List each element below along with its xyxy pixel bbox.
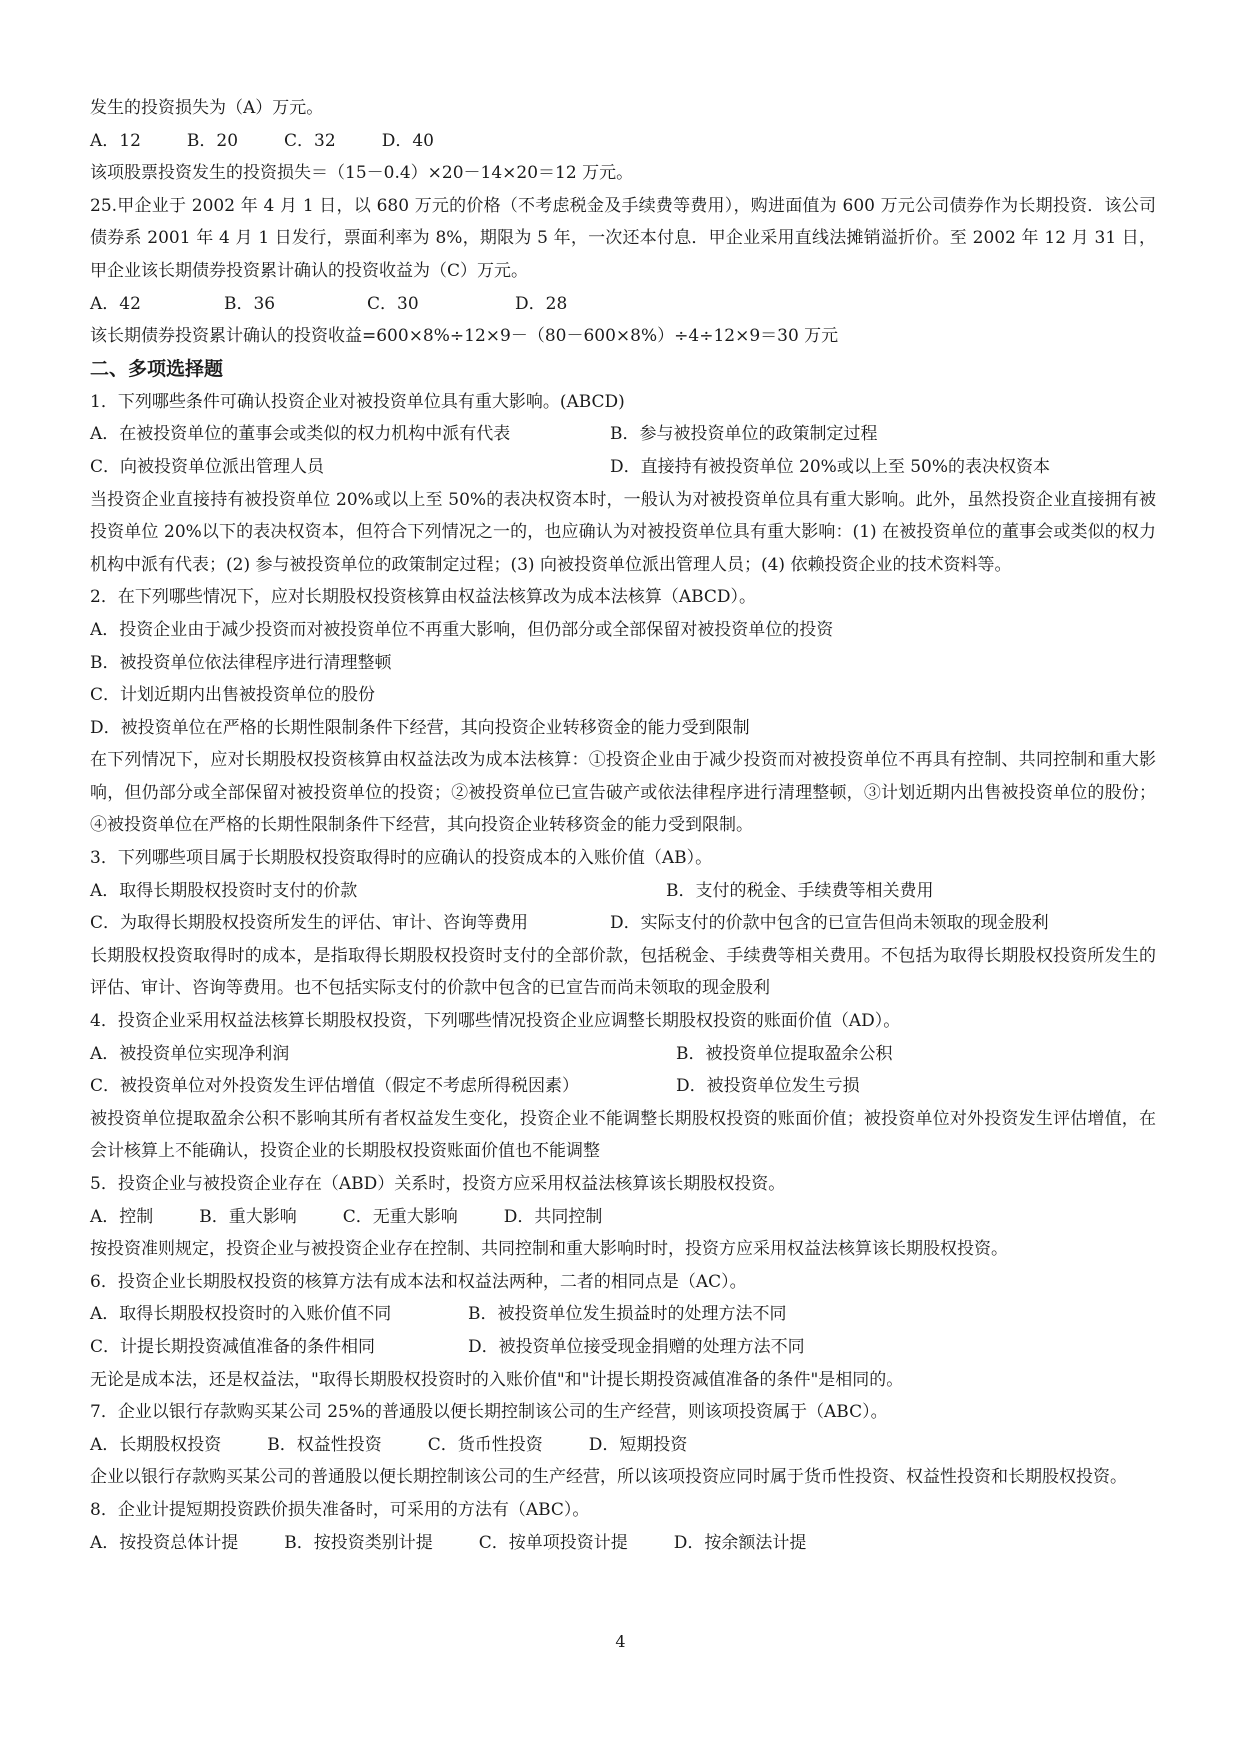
options-row — [90, 1429, 1156, 1462]
option: B．按投资类别计提 — [284, 1532, 433, 1553]
option: C．32 — [284, 130, 336, 151]
option: B．被投资单位发生损益时的处理方法不同 — [468, 1304, 787, 1325]
option: B．20 — [186, 130, 239, 151]
option: D．28 — [515, 293, 568, 314]
option: D．被投资单位发生亏损 — [676, 1076, 860, 1097]
option: A．控制 — [90, 1206, 154, 1227]
option: C．30 — [367, 293, 419, 314]
options-row — [90, 1527, 1156, 1560]
question-stem: 6．投资企业长期股权投资的核算方法有成本法和权益法两种，二者的相同点是（AC）。 — [90, 1271, 747, 1292]
option: B．支付的税金、手续费等相关费用 — [666, 880, 934, 901]
option: C．按单项投资计提 — [478, 1532, 628, 1553]
option: C．被投资单位对外投资发生评估增值（假定不考虑所得税因素） — [90, 1076, 580, 1097]
answer-explanation: 在下列情况下，应对长期股权投资核算由权益法改为成本法核算：①投资企业由于减少投资而对被投资单位不再具有控制、共同控制和重大影响，但仍部分或全部保留对被投资单位的投资；②被投资单位已宣告破产或依法律程序进行清理整顿，③计划近期内出售被投资单位的股份；④被投资单位在严格的长期性限制条件下经营，其向投资企业转移资金的能力受到限制。 — [90, 750, 1156, 836]
option: D．直接持有被投资单位 20%或以上至 50%的表决权资本 — [610, 456, 1051, 477]
options-row — [90, 1201, 1156, 1234]
option: C．无重大影响 — [342, 1206, 458, 1227]
answer-explanation: 该长期债券投资累计确认的投资收益=600×8%÷12×9－（80－600×8%）÷4÷12×9＝30 万元 — [90, 326, 839, 347]
option: D．按余额法计提 — [673, 1532, 807, 1553]
answer-explanation: 按投资准则规定，投资企业与被投资企业存在控制、共同控制和重大影响时时，投资方应采用权益法核算该长期股权投资。 — [90, 1239, 1008, 1260]
question-stem: 8．企业计提短期投资跌价损失准备时，可采用的方法有（ABC）。 — [90, 1499, 590, 1520]
page-number: 4 — [615, 1632, 626, 1651]
option: D．短期投资 — [588, 1434, 688, 1455]
options-row — [90, 418, 1156, 451]
q25-options — [90, 288, 1156, 321]
option: A．被投资单位实现净利润 — [90, 1043, 290, 1064]
options-row — [90, 1038, 1156, 1071]
option: C．货币性投资 — [427, 1434, 543, 1455]
answer-explanation: 被投资单位提取盈余公积不影响其所有者权益发生变化，投资企业不能调整长期股权投资的账面价值；被投资单位对外投资发生评估增值，在会计核算上不能确认，投资企业的长期股权投资账面价值也不能调整 — [90, 1108, 1156, 1162]
text-line: 发生的投资损失为（A）万元。 — [90, 98, 324, 118]
options-row — [90, 1298, 1156, 1331]
option: D．共同控制 — [503, 1206, 603, 1227]
option: B．被投资单位依法律程序进行清理整顿 — [90, 652, 392, 673]
answer-explanation: 长期股权投资取得时的成本，是指取得长期股权投资时支付的全部价款，包括税金、手续费等相关费用。不包括为取得长期股权投资所发生的评估、审计、咨询等费用。也不包括实际支付的价款中包含的已宣告而尚未领取的现金股利 — [90, 945, 1156, 999]
options-row — [90, 875, 1156, 908]
option: A．投资企业由于减少投资而对被投资单位不再重大影响，但仍部分或全部保留对被投资单位的投资 — [90, 619, 834, 640]
option: A．在被投资单位的董事会或类似的权力机构中派有代表 — [90, 424, 511, 445]
option: C．为取得长期股权投资所发生的评估、审计、咨询等费用 — [90, 913, 529, 934]
options-row — [90, 1070, 1156, 1103]
option: A．取得长期股权投资时支付的价款 — [90, 880, 358, 901]
option: D．被投资单位接受现金捐赠的处理方法不同 — [468, 1336, 805, 1357]
question-stem: 1．下列哪些条件可确认投资企业对被投资单位具有重大影响。(ABCD) — [90, 391, 625, 412]
option: B．重大影响 — [199, 1206, 297, 1227]
document-page — [90, 92, 1156, 1559]
option: D．40 — [381, 130, 434, 151]
option: A．长期股权投资 — [90, 1434, 222, 1455]
question-stem: 2．在下列哪些情况下，应对长期股权投资核算由权益法核算改为成本法核算（ABCD）。 — [90, 587, 757, 608]
option: A．12 — [90, 130, 141, 151]
option: B．被投资单位提取盈余公积 — [676, 1043, 893, 1064]
option: C．计划近期内出售被投资单位的股份 — [90, 685, 376, 706]
question-stem: 7．企业以银行存款购买某公司 25%的普通股以便长期控制该公司的生产经营，则该项投资属于（ABC）。 — [90, 1402, 888, 1423]
option: B．参与被投资单位的政策制定过程 — [610, 424, 878, 445]
option: B．权益性投资 — [267, 1434, 382, 1455]
option: D．实际支付的价款中包含的已宣告但尚未领取的现金股利 — [610, 913, 1049, 934]
option: A．取得长期股权投资时的入账价值不同 — [90, 1304, 392, 1325]
question-25: 25.甲企业于 2002 年 4 月 1 日，以 680 万元的价格（不考虑税金及手续费等费用），购进面值为 600 万元公司债券作为长期投资．该公司债券系 2001 年 4 月 1 日发行，票面利率为 8%，期限为 5 年，一次还本付息．甲企业采用直线法摊销溢折价。至 2002 年 12 月 31 日，甲企业该长期债券投资累计确认的投资收益为（C）万元。 — [90, 195, 1156, 281]
answer-explanation: 该项股票投资发生的投资损失＝（15－0.4）×20－14×20＝12 万元。 — [90, 163, 634, 184]
question-stem: 5．投资企业与被投资企业存在（ABD）关系时，投资方应采用权益法核算该长期股权投资。 — [90, 1174, 786, 1194]
option: C．计提长期投资减值准备的条件相同 — [90, 1336, 376, 1357]
options-row — [90, 451, 1156, 484]
answer-explanation: 企业以银行存款购买某公司的普通股以便长期控制该公司的生产经营，所以该项投资应同时属于货币性投资、权益性投资和长期股权投资。 — [90, 1467, 1127, 1488]
option: A．按投资总体计提 — [90, 1532, 239, 1553]
section-title: 二、多项选择题 — [90, 357, 224, 380]
answer-explanation: 无论是成本法，还是权益法，"取得长期股权投资时的入账价值"和"计提长期投资减值准备的条件"是相同的。 — [90, 1369, 904, 1390]
option: D．被投资单位在严格的长期性限制条件下经营，其向投资企业转移资金的能力受到限制 — [90, 717, 750, 738]
answer-explanation: 当投资企业直接持有被投资单位 20%或以上至 50%的表决权资本时，一般认为对被投资单位具有重大影响。此外，虽然投资企业直接拥有被投资单位 20%以下的表决权资本，但符合下列情况之一的，也应确认为对被投资单位具有重大影响：(1) 在被投资单位的董事会或类似的权力机构中派有代表；(2) 参与被投资单位的政策制定过程；(3) 向被投资单位派出管理人员；(4) 依赖投资企业的技术资料等。 — [90, 489, 1156, 575]
q24-options — [90, 125, 1156, 158]
question-stem: 4．投资企业采用权益法核算长期股权投资，下列哪些情况投资企业应调整长期股权投资的账面价值（AD）。 — [90, 1011, 901, 1032]
question-stem: 3．下列哪些项目属于长期股权投资取得时的应确认的投资成本的入账价值（AB）。 — [90, 848, 713, 869]
option: C．向被投资单位派出管理人员 — [90, 456, 325, 477]
option: B．36 — [224, 293, 276, 314]
options-row — [90, 907, 1156, 940]
option: A．42 — [90, 293, 141, 314]
options-row — [90, 1331, 1156, 1364]
